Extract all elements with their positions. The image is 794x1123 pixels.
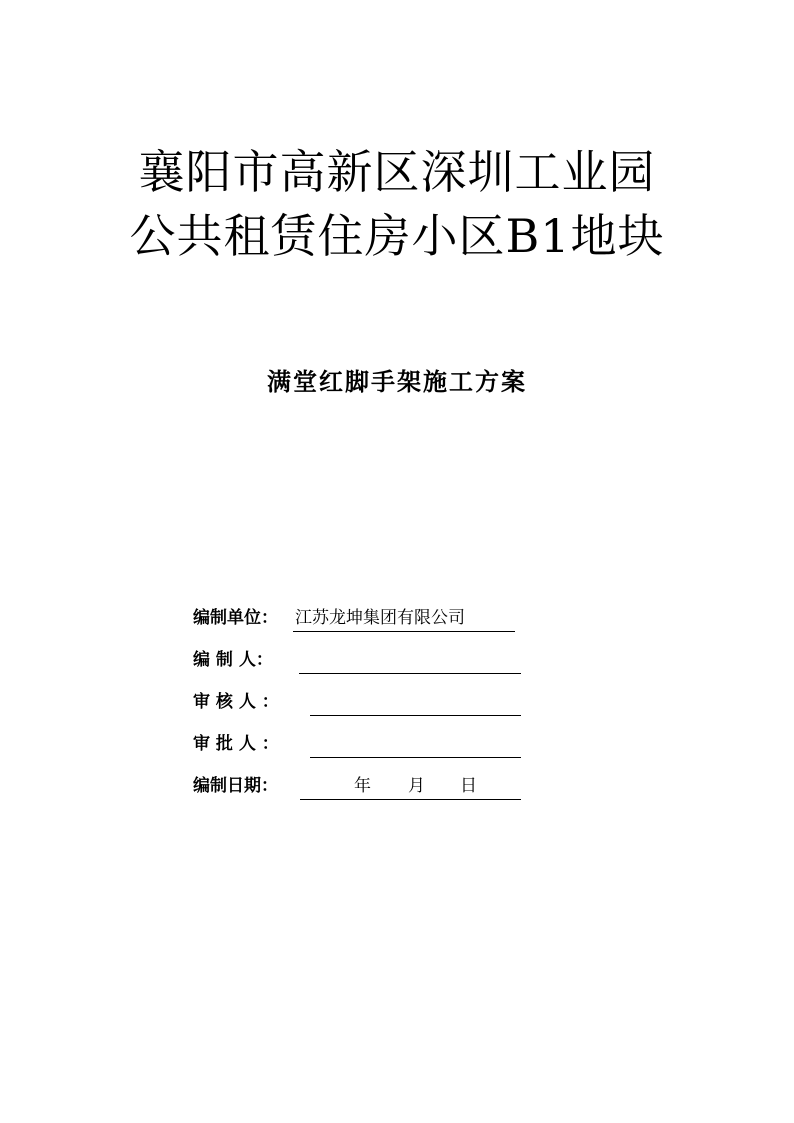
editor-label: 编 制 人： [193,650,273,670]
editor-line [299,646,521,674]
field-compiling-unit [193,604,533,632]
field-reviewer [193,688,533,716]
document-title-line-1: 襄阳市高新区深圳工业园 [138,145,656,199]
reviewer-label: 审 核 人 ： [193,692,279,712]
reviewer-line [310,688,521,716]
compile-date-line [300,772,521,800]
date-month-label: 月 [408,776,425,796]
date-day-label: 日 [460,776,477,796]
compiling-unit-value: 江苏龙坤集团有限公司 [295,608,465,628]
compiling-unit-line [293,604,515,632]
field-approver [193,730,533,758]
document-subtitle: 满堂红脚手架施工方案 [267,368,527,396]
compiling-unit-label: 编制单位： [193,608,278,628]
field-compile-date [193,772,533,800]
approver-label: 审 批 人 ： [193,734,279,754]
approver-line [310,730,521,758]
field-editor [193,646,533,674]
document-title-line-2: 公共租赁住房小区B1地块 [129,209,665,263]
compile-date-label: 编制日期： [193,776,278,796]
date-year-label: 年 [354,776,371,796]
